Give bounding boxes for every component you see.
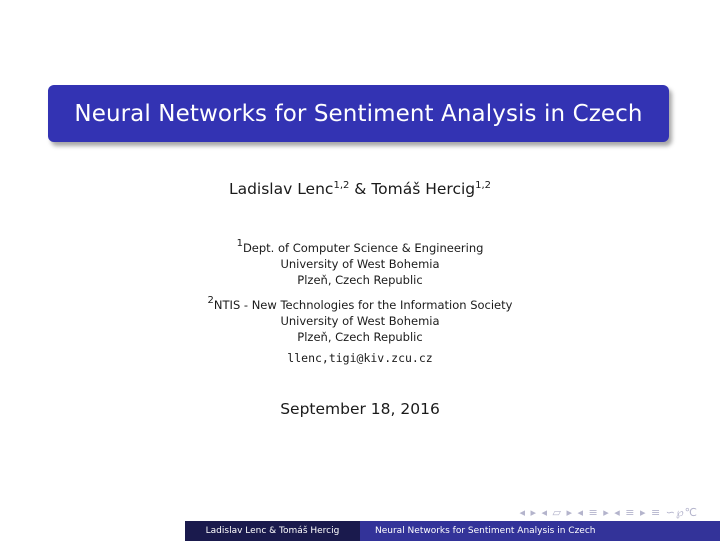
nav-section-icon[interactable]: ◂ ≡ ▸	[577, 506, 610, 519]
presentation-title: Neural Networks for Sentiment Analysis in Czech	[74, 100, 643, 127]
institution-line: Dept. of Computer Science & Engineering	[242, 241, 484, 255]
institution-line: Plzeň, Czech Republic	[297, 273, 423, 287]
author-separator: &	[354, 180, 367, 198]
author-affiliation-mark: 1,2	[475, 180, 492, 191]
email: llenc,tigi@kiv.zcu.cz	[287, 351, 433, 365]
author-name: Ladislav Lenc	[228, 180, 334, 198]
authors-line	[0, 180, 720, 198]
presentation-date: September 18, 2016	[280, 400, 440, 418]
institution-line: Plzeň, Czech Republic	[297, 330, 423, 344]
footer-title: Neural Networks for Sentiment Analysis in Czech	[360, 521, 720, 541]
beamer-navigation	[519, 506, 698, 519]
nav-prev-frame-icon[interactable]: ◂ ▱ ▸	[541, 506, 573, 519]
nav-search-icon[interactable]: ∽℘℃	[665, 506, 698, 519]
institution-line: University of West Bohemia	[280, 257, 440, 271]
nav-first-icon[interactable]: ◂ ▸	[519, 506, 537, 519]
institution-line: NTIS - New Technologies for the Information Society	[213, 298, 513, 312]
footer-authors: Ladislav Lenc & Tomáš Hercig	[185, 521, 360, 541]
institution-mark: 1	[236, 238, 243, 249]
title-block	[48, 85, 669, 142]
institution-mark: 2	[207, 295, 214, 306]
author-name: Tomáš Hercig	[371, 180, 476, 198]
footer-bar	[0, 521, 720, 541]
institution-line: University of West Bohemia	[280, 314, 440, 328]
nav-subsection-icon[interactable]: ◂ ≡ ▸	[614, 506, 647, 519]
institution-block	[0, 236, 720, 288]
author-affiliation-mark: 1,2	[333, 180, 350, 191]
institution-block	[0, 293, 720, 345]
nav-next-icon[interactable]: ≡	[651, 506, 662, 519]
